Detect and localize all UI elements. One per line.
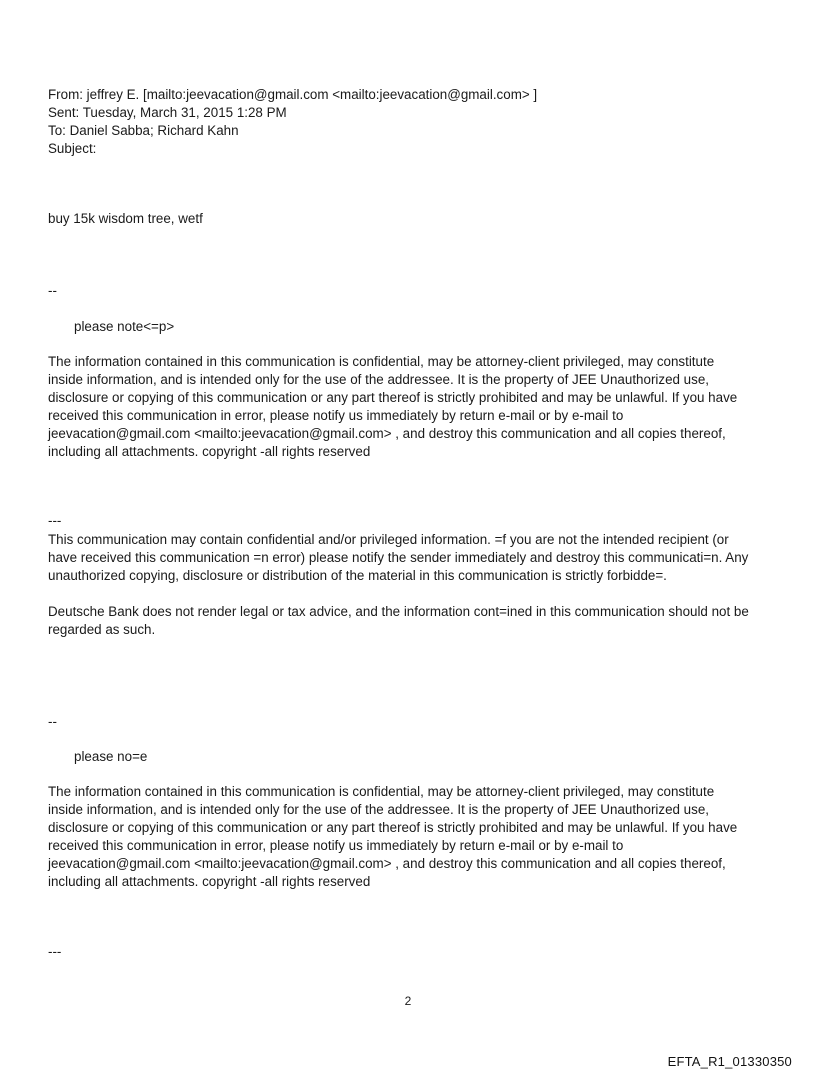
disclaimer-2-line: The information contained in this communication is confidential, may be attorney-client privileged, may constitute	[48, 784, 715, 799]
page-number: 2	[404, 994, 412, 1008]
db-notice-line: have received this communication =n error) please notify the sender immediately and destroy this communicati=n. Any	[48, 550, 749, 565]
db-notice-line: This communication may contain confidential and/or privileged information. =f you are not the intended recipient (or	[48, 532, 729, 547]
disclaimer-1	[48, 353, 770, 461]
separator-2: ---	[48, 513, 62, 528]
disclaimer-2	[48, 783, 770, 891]
email-to: To: Daniel Sabba; Richard Kahn	[48, 123, 239, 138]
bates-stamp: EFTA_R1_01330350	[667, 1054, 792, 1069]
email-subject: Subject:	[48, 141, 97, 156]
email-body-text: buy 15k wisdom tree, wetf	[48, 211, 203, 226]
disclaimer-2-line: received this communication in error, please notify us immediately by return e-mail or by e-mail to	[48, 838, 624, 853]
disclaimer-1-line: disclosure or copying of this communication or any part thereof is strictly prohibited and may be unlawful. If you have	[48, 390, 738, 405]
note-1: please note<=p>	[74, 319, 175, 334]
disclaimer-2-line: disclosure or copying of this communication or any part thereof is strictly prohibited and may be unlawful. If you have	[48, 820, 738, 835]
disclaimer-1-line: inside information, and is intended only for the use of the addressee. It is the property of JEE Unauthorized use,	[48, 372, 709, 387]
db-tax-line: Deutsche Bank does not render legal or tax advice, and the information cont=ined in this communication should not be	[48, 604, 749, 619]
db-notice-line: unauthorized copying, disclosure or distribution of the material in this communication is strictly forbidde=.	[48, 568, 667, 583]
disclaimer-2-line: inside information, and is intended only for the use of the addressee. It is the property of JEE Unauthorized use,	[48, 802, 709, 817]
disclaimer-1-line: jeevacation@gmail.com <mailto:jeevacation@gmail.com> , and destroy this communication and all copies thereof,	[48, 426, 726, 441]
separator-4: ---	[48, 944, 62, 959]
disclaimer-1-line: received this communication in error, please notify us immediately by return e-mail or by e-mail to	[48, 408, 624, 423]
email-sent: Sent: Tuesday, March 31, 2015 1:28 PM	[48, 105, 287, 120]
disclaimer-2-line: jeevacation@gmail.com <mailto:jeevacation@gmail.com> , and destroy this communication and all copies thereof,	[48, 856, 726, 871]
note-2: please no=e	[74, 749, 148, 764]
email-from: From: jeffrey E. [mailto:jeevacation@gmail.com <mailto:jeevacation@gmail.com> ]	[48, 87, 538, 102]
separator-1: --	[48, 283, 57, 298]
separator-3: --	[48, 714, 57, 729]
disclaimer-1-line: The information contained in this communication is confidential, may be attorney-client privileged, may constitute	[48, 354, 715, 369]
db-tax-notice	[48, 603, 770, 639]
db-tax-line: regarded as such.	[48, 622, 156, 637]
disclaimer-1-line: including all attachments. copyright -all rights reserved	[48, 444, 371, 459]
disclaimer-2-line: including all attachments. copyright -all rights reserved	[48, 874, 371, 889]
db-confidentiality-notice	[48, 531, 770, 585]
